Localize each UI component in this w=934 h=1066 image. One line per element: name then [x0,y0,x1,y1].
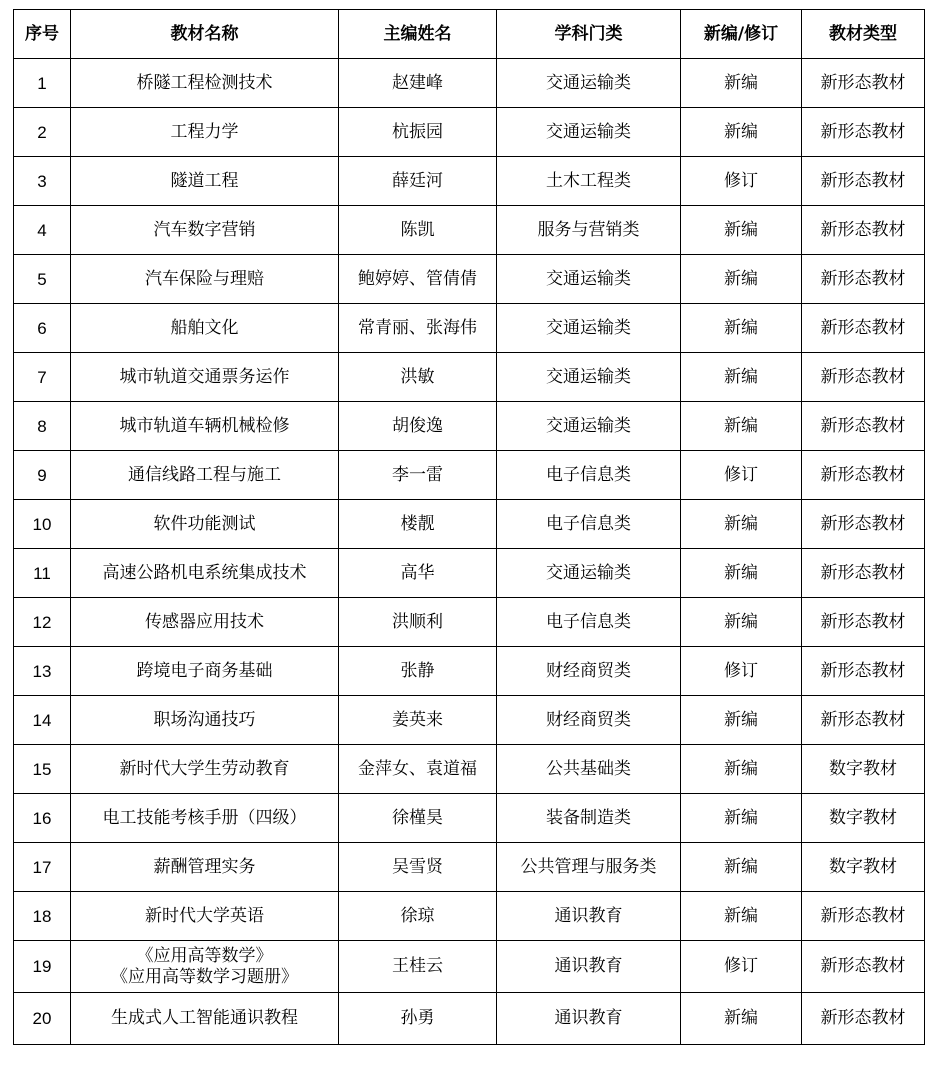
cell-type: 数字教材 [802,843,925,892]
cell-editor: 姜英来 [339,696,497,745]
table-row [14,108,925,157]
cell-category: 通识教育 [497,892,681,941]
cell-category: 通识教育 [497,993,681,1045]
table-row [14,157,925,206]
cell-editor: 李一雷 [339,451,497,500]
cell-category: 财经商贸类 [497,696,681,745]
cell-category: 电子信息类 [497,598,681,647]
table-row [14,696,925,745]
cell-title: 软件功能测试 [71,500,339,549]
cell-title: 新时代大学英语 [71,892,339,941]
cell-editor: 洪敏 [339,353,497,402]
cell-title: 跨境电子商务基础 [71,647,339,696]
cell-type: 新形态教材 [802,108,925,157]
header-category: 学科门类 [497,10,681,59]
cell-no: 6 [14,304,71,353]
textbook-table [13,9,925,1045]
cell-status: 新编 [681,500,802,549]
cell-type: 新形态教材 [802,941,925,993]
cell-category: 服务与营销类 [497,206,681,255]
cell-editor: 赵建峰 [339,59,497,108]
cell-type: 新形态教材 [802,255,925,304]
cell-category: 交通运输类 [497,549,681,598]
cell-editor: 常青丽、张海伟 [339,304,497,353]
table-row-19 [14,941,925,993]
table-row [14,206,925,255]
cell-category: 财经商贸类 [497,647,681,696]
cell-title-line1: 《应用高等数学》 [136,945,273,966]
cell-type: 新形态教材 [802,402,925,451]
cell-no: 3 [14,157,71,206]
cell-no: 15 [14,745,71,794]
cell-title: 船舶文化 [71,304,339,353]
cell-category: 交通运输类 [497,304,681,353]
cell-title: 传感器应用技术 [71,598,339,647]
cell-status: 修订 [681,157,802,206]
cell-category: 土木工程类 [497,157,681,206]
cell-no: 7 [14,353,71,402]
table-row [14,255,925,304]
cell-status: 修订 [681,647,802,696]
cell-no: 4 [14,206,71,255]
cell-type: 数字教材 [802,794,925,843]
cell-no: 10 [14,500,71,549]
cell-status: 新编 [681,745,802,794]
cell-category: 电子信息类 [497,451,681,500]
cell-title: 桥隧工程检测技术 [71,59,339,108]
cell-no: 14 [14,696,71,745]
table-row [14,353,925,402]
cell-status: 新编 [681,108,802,157]
cell-no: 9 [14,451,71,500]
cell-title-line2: 《应用高等数学习题册》 [111,966,298,987]
cell-status: 新编 [681,59,802,108]
cell-editor: 张静 [339,647,497,696]
cell-editor: 鲍婷婷、管倩倩 [339,255,497,304]
cell-editor: 孙勇 [339,993,497,1045]
cell-type: 新形态教材 [802,157,925,206]
cell-title: 隧道工程 [71,157,339,206]
cell-title: 城市轨道交通票务运作 [71,353,339,402]
cell-status: 新编 [681,843,802,892]
cell-title: 电工技能考核手册（四级） [71,794,339,843]
cell-editor: 胡俊逸 [339,402,497,451]
cell-editor: 王桂云 [339,941,497,993]
cell-status: 新编 [681,794,802,843]
cell-editor: 陈凯 [339,206,497,255]
cell-no: 19 [14,941,71,993]
cell-category: 通识教育 [497,941,681,993]
cell-status: 新编 [681,304,802,353]
cell-type: 数字教材 [802,745,925,794]
cell-status: 新编 [681,549,802,598]
cell-title [71,941,339,993]
cell-status: 新编 [681,206,802,255]
cell-no: 18 [14,892,71,941]
cell-status: 新编 [681,696,802,745]
cell-category: 交通运输类 [497,353,681,402]
cell-title: 高速公路机电系统集成技术 [71,549,339,598]
cell-title: 汽车保险与理赔 [71,255,339,304]
header-no: 序号 [14,10,71,59]
table-row-20 [14,993,925,1045]
cell-no: 20 [14,993,71,1045]
table-row [14,402,925,451]
cell-category: 公共管理与服务类 [497,843,681,892]
cell-no: 8 [14,402,71,451]
cell-category: 交通运输类 [497,59,681,108]
cell-category: 电子信息类 [497,500,681,549]
cell-no: 2 [14,108,71,157]
cell-status: 新编 [681,892,802,941]
cell-title: 薪酬管理实务 [71,843,339,892]
cell-status: 修订 [681,451,802,500]
cell-type: 新形态教材 [802,500,925,549]
cell-type: 新形态教材 [802,993,925,1045]
table-row [14,598,925,647]
cell-type: 新形态教材 [802,59,925,108]
cell-editor: 楼靓 [339,500,497,549]
cell-type: 新形态教材 [802,598,925,647]
cell-title: 城市轨道车辆机械检修 [71,402,339,451]
cell-status: 新编 [681,255,802,304]
cell-status: 新编 [681,353,802,402]
cell-status: 新编 [681,402,802,451]
cell-category: 交通运输类 [497,255,681,304]
cell-title: 生成式人工智能通识教程 [71,993,339,1045]
cell-no: 11 [14,549,71,598]
cell-type: 新形态教材 [802,696,925,745]
table-row [14,59,925,108]
cell-type: 新形态教材 [802,892,925,941]
table-row [14,451,925,500]
cell-type: 新形态教材 [802,206,925,255]
cell-no: 1 [14,59,71,108]
cell-type: 新形态教材 [802,647,925,696]
header-status: 新编/修订 [681,10,802,59]
header-title: 教材名称 [71,10,339,59]
cell-status: 修订 [681,941,802,993]
cell-no: 5 [14,255,71,304]
cell-status: 新编 [681,598,802,647]
cell-editor: 吴雪贤 [339,843,497,892]
cell-editor: 徐槿昊 [339,794,497,843]
table-row [14,549,925,598]
header-row [14,10,925,59]
cell-no: 12 [14,598,71,647]
header-type: 教材类型 [802,10,925,59]
cell-editor: 薛廷河 [339,157,497,206]
cell-type: 新形态教材 [802,549,925,598]
cell-no: 16 [14,794,71,843]
cell-no: 17 [14,843,71,892]
table-row [14,647,925,696]
cell-category: 交通运输类 [497,108,681,157]
cell-type: 新形态教材 [802,451,925,500]
cell-category: 交通运输类 [497,402,681,451]
cell-title: 汽车数字营销 [71,206,339,255]
cell-editor: 杭振园 [339,108,497,157]
cell-status: 新编 [681,993,802,1045]
table-row [14,843,925,892]
table-row [14,304,925,353]
cell-no: 13 [14,647,71,696]
cell-editor: 金萍女、袁道福 [339,745,497,794]
cell-editor: 徐琼 [339,892,497,941]
cell-category: 装备制造类 [497,794,681,843]
cell-title: 新时代大学生劳动教育 [71,745,339,794]
header-editor: 主编姓名 [339,10,497,59]
table-row [14,892,925,941]
table-row [14,745,925,794]
table-body [14,59,925,1045]
table-row [14,794,925,843]
cell-editor: 洪顺利 [339,598,497,647]
cell-type: 新形态教材 [802,304,925,353]
table-row [14,500,925,549]
cell-type: 新形态教材 [802,353,925,402]
cell-title: 通信线路工程与施工 [71,451,339,500]
cell-title: 工程力学 [71,108,339,157]
cell-editor: 高华 [339,549,497,598]
cell-title: 职场沟通技巧 [71,696,339,745]
cell-category: 公共基础类 [497,745,681,794]
